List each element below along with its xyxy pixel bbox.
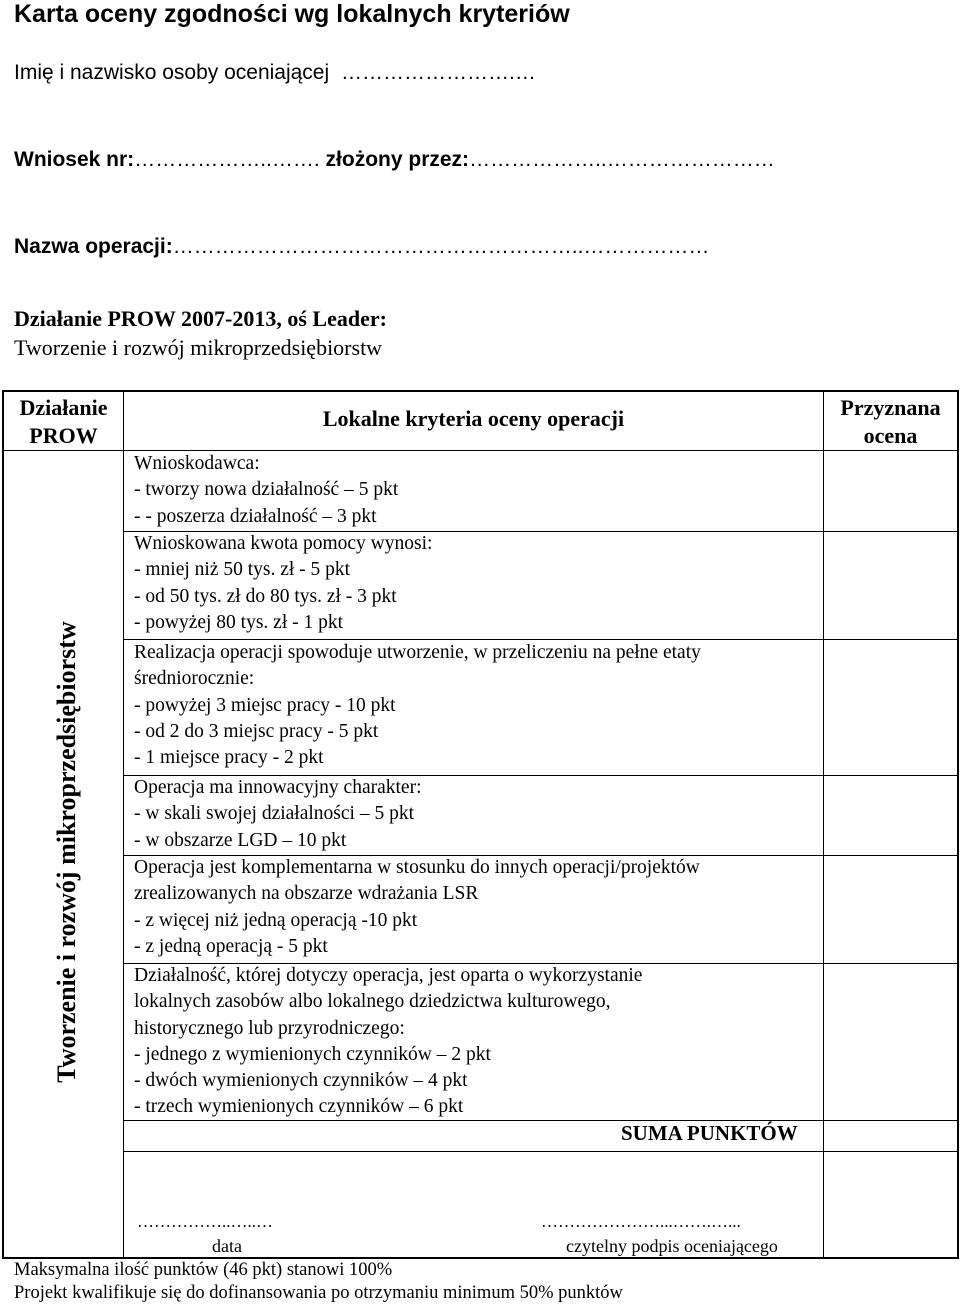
table-border-left: [2, 390, 4, 1258]
table-border-top: [2, 390, 959, 392]
criterion-line: Działalność, której dotyczy operacja, jest oparta o wykorzystanie: [134, 965, 643, 986]
criterion-line: - z więcej niż jedną operacją -10 pkt: [134, 909, 418, 931]
criterion-line: - powyżej 3 miejsc pracy - 10 pkt: [134, 694, 396, 716]
measure-heading: Działanie PROW 2007-2013, oś Leader:: [14, 306, 387, 331]
signature-label: czytelny podpis oceniającego: [566, 1236, 778, 1256]
vertical-measure-label: Tworzenie i rozwój mikroprzedsiębiorstw: [52, 621, 81, 1083]
criterion-local-resources: [134, 963, 642, 1121]
operation-name-label: Nazwa operacji:: [14, 235, 173, 258]
table-border-right: [957, 390, 959, 1258]
criterion-innovation: [134, 775, 421, 854]
criterion-applicant: [134, 451, 398, 530]
criterion-line: - 1 miejsce pracy - 2 pkt: [134, 747, 324, 769]
score-cell-amount[interactable]: [824, 532, 957, 639]
footer-max-points: Maksymalna ilość punktów (46 pkt) stanowi 100%: [14, 1260, 393, 1280]
score-cell-applicant[interactable]: [824, 451, 957, 531]
criterion-amount: [134, 531, 432, 636]
criterion-line: - dwóch wymienionych czynników – 4 pkt: [134, 1070, 468, 1092]
application-number-field[interactable]: ………………..…….: [134, 148, 320, 171]
criterion-line: - - poszerza działalność – 3 pkt: [134, 505, 377, 527]
submitted-by-label: złożony przez:: [325, 148, 470, 171]
measure-subheading: Tworzenie i rozwój mikroprzedsiębiorstw: [14, 335, 383, 360]
operation-name-field[interactable]: …………………………………………………..………………: [172, 235, 710, 258]
col-header-score: Przyznana ocena: [840, 395, 941, 448]
col-header-measure: Działanie PROW: [19, 395, 108, 448]
table-divider-1: [123, 390, 124, 1258]
criterion-line: średniorocznie:: [134, 668, 255, 690]
criterion-line: - powyżej 80 tys. zł - 1 pkt: [134, 611, 344, 633]
criterion-line: - od 2 do 3 miejsc pracy - 5 pkt: [134, 720, 379, 742]
criterion-line: - od 50 tys. zł do 80 tys. zł - 3 pkt: [134, 585, 397, 607]
footer-qualification: Projekt kwalifikuje się do dofinansowania po otrzymaniu minimum 50% punktów: [14, 1283, 623, 1303]
application-row: [14, 148, 775, 172]
criterion-line: - jednego z wymienionych czynników – 2 pkt: [134, 1043, 491, 1065]
date-label: data: [212, 1236, 242, 1256]
criterion-line: - w obszarze LGD – 10 pkt: [134, 829, 347, 851]
criterion-line: Operacja jest komplementarna w stosunku do innych operacji/projektów: [134, 857, 700, 878]
criterion-line: - tworzy nowa działalność – 5 pkt: [134, 479, 399, 501]
date-field[interactable]: ……………..…..…: [137, 1212, 273, 1231]
sum-points-label: SUMA PUNKTÓW: [621, 1121, 798, 1145]
criterion-line: lokalnych zasobów albo lokalnego dziedzictwa kulturowego,: [134, 991, 611, 1013]
criterion-line: - z jedną operacją - 5 pkt: [134, 935, 328, 957]
criterion-line: historycznego lub przyrodniczego:: [134, 1017, 405, 1039]
evaluator-row: [14, 61, 536, 85]
col-header-criteria: Lokalne kryteria oceny operacji: [322, 406, 625, 431]
criterion-line: - mniej niż 50 tys. zł - 5 pkt: [134, 559, 351, 581]
operation-row: [14, 235, 709, 259]
criterion-jobs: [134, 640, 701, 771]
criterion-line: Operacja ma innowacyjny charakter:: [134, 777, 422, 798]
criterion-line: zrealizowanych na obszarze wdrażania LSR: [134, 883, 479, 905]
criterion-line: - trzech wymienionych czynników – 6 pkt: [134, 1096, 464, 1118]
criterion-line: Wnioskowana kwota pomocy wynosi:: [134, 533, 433, 554]
score-cell-complementarity[interactable]: [824, 856, 957, 963]
criterion-line: - w skali swojej działalności – 5 pkt: [134, 803, 414, 825]
application-number-label: Wniosek nr:: [14, 148, 135, 171]
row-separator: [123, 1151, 959, 1152]
criterion-complementarity: [134, 855, 700, 960]
criterion-line: Realizacja operacji spowoduje utworzenie, w przeliczeniu na pełne etaty: [134, 642, 701, 663]
criterion-line: Wnioskodawca:: [134, 453, 260, 474]
score-cell-local-resources[interactable]: [824, 964, 957, 1120]
form-title: Karta oceny zgodności wg lokalnych kryteriów: [14, 0, 570, 28]
score-cell-jobs[interactable]: [824, 640, 957, 775]
score-cell-innovation[interactable]: [824, 776, 957, 855]
signature-field[interactable]: …………………...…….…...: [541, 1212, 741, 1231]
score-cell-sum[interactable]: [824, 1121, 957, 1151]
evaluator-label: Imię i nazwisko osoby oceniającej: [14, 61, 330, 84]
submitted-by-field[interactable]: ………………..……………………: [469, 148, 775, 171]
table-border-bottom: [2, 1257, 959, 1259]
evaluator-name-field[interactable]: …………………….…: [341, 61, 536, 84]
